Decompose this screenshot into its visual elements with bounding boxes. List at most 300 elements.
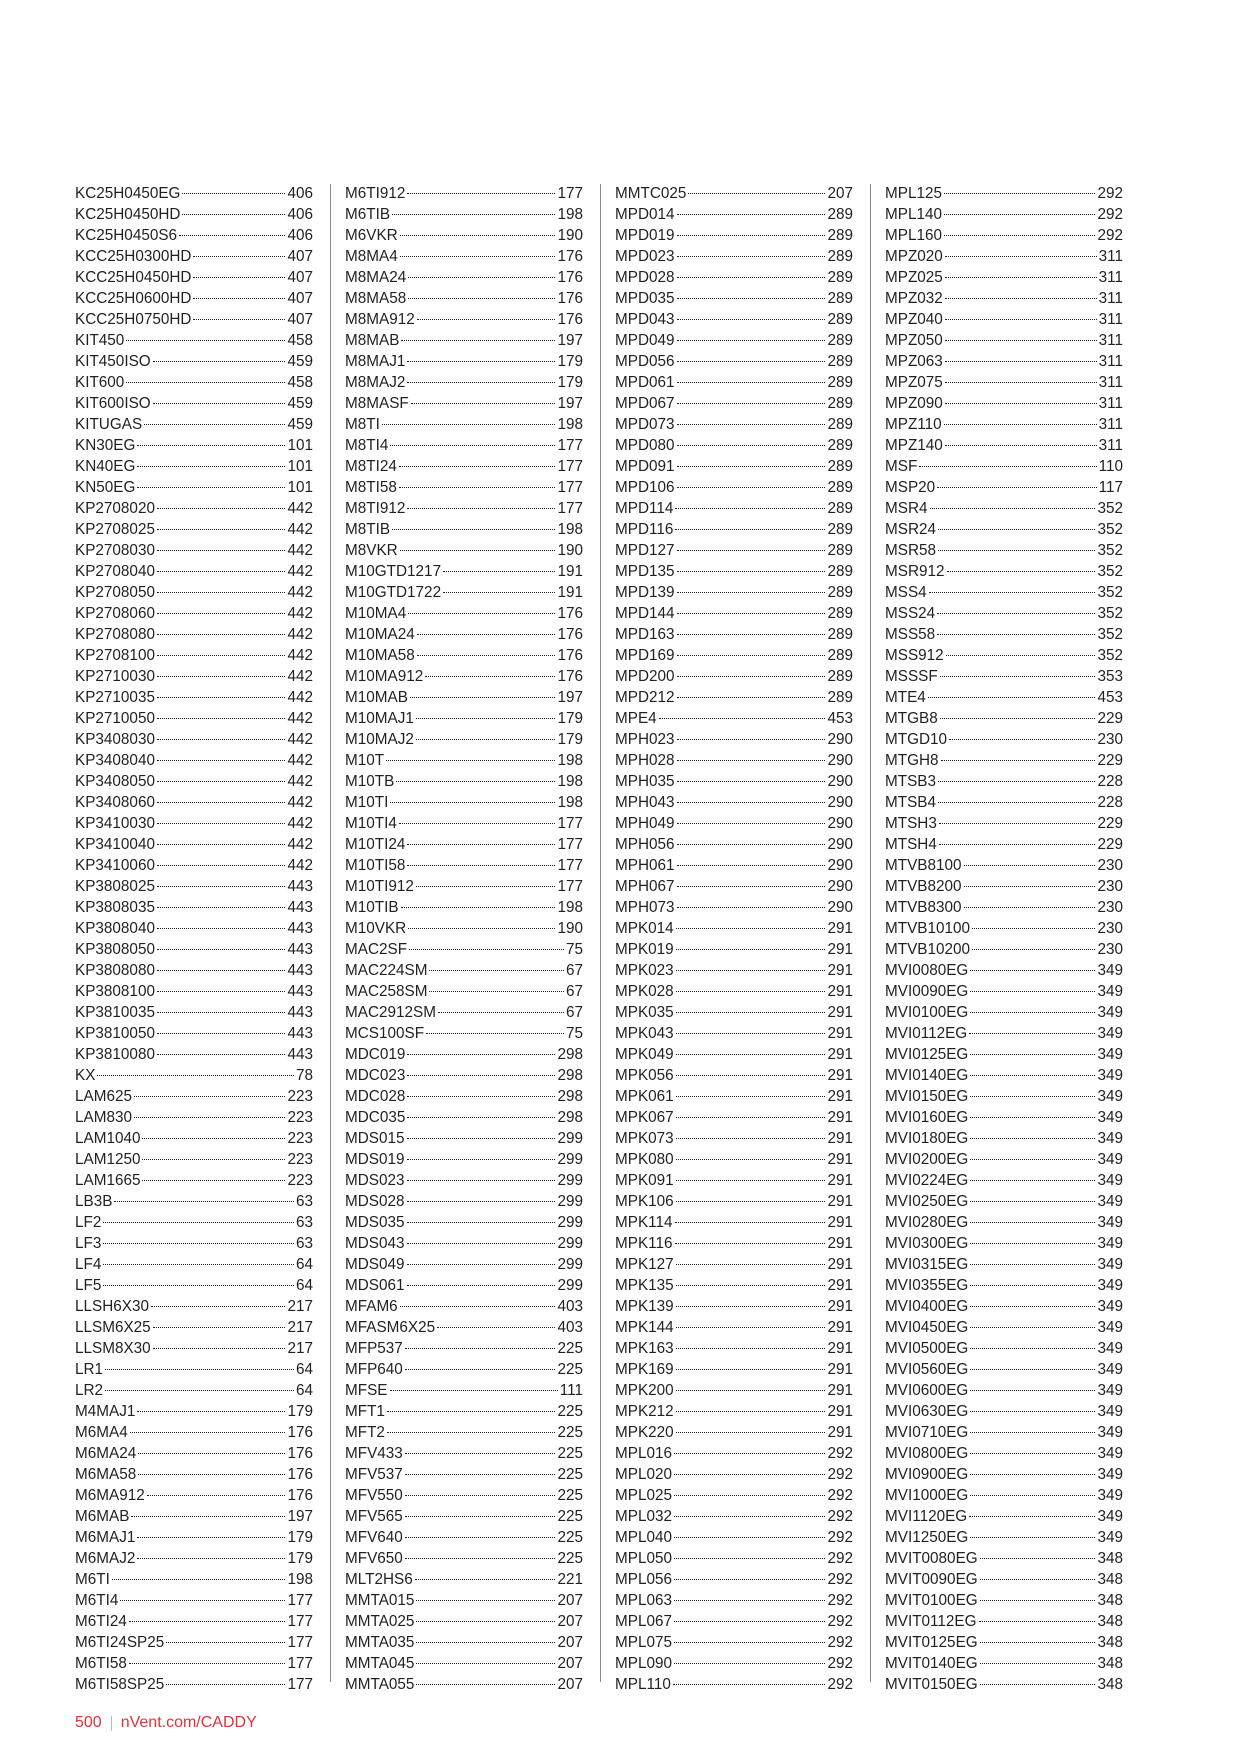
- dot-leader: [407, 1159, 556, 1160]
- index-entry: [885, 918, 1123, 939]
- page-reference: 177: [557, 500, 583, 517]
- page-reference: 442: [287, 773, 313, 790]
- index-entry: [75, 1170, 313, 1191]
- index-entry: [615, 1590, 853, 1611]
- index-column-4: [885, 183, 1123, 1693]
- index-entry: [885, 1128, 1123, 1149]
- page-reference: 349: [1097, 1424, 1123, 1441]
- dot-leader: [674, 1537, 825, 1538]
- dot-leader: [676, 1180, 826, 1181]
- page-reference: 289: [827, 458, 853, 475]
- dot-leader: [675, 508, 825, 509]
- part-number: M6TI58: [75, 1655, 127, 1672]
- page-reference: 291: [827, 1172, 853, 1189]
- dot-leader: [416, 718, 556, 719]
- dot-leader: [129, 1621, 286, 1622]
- index-entry: [885, 1422, 1123, 1443]
- part-number: KP3808050: [75, 941, 155, 958]
- index-entry: [75, 708, 313, 729]
- part-number: MDC035: [345, 1109, 406, 1126]
- index-entry: [75, 225, 313, 246]
- page-reference: 290: [827, 878, 853, 895]
- page-reference: 290: [827, 731, 853, 748]
- index-entry: [615, 582, 853, 603]
- page-reference: 207: [557, 1655, 583, 1672]
- page-reference: 442: [287, 605, 313, 622]
- dot-leader: [970, 1075, 1095, 1076]
- part-number: M8MA58: [345, 290, 407, 307]
- dot-leader: [677, 424, 826, 425]
- dot-leader: [120, 1600, 285, 1601]
- page-reference: 299: [557, 1172, 583, 1189]
- index-entry: [885, 1443, 1123, 1464]
- dot-leader: [407, 193, 555, 194]
- page-reference: 217: [287, 1340, 313, 1357]
- index-entry: [345, 771, 583, 792]
- part-number: M6VKR: [345, 227, 398, 244]
- page-reference: 289: [827, 416, 853, 433]
- page-reference: 225: [557, 1445, 583, 1462]
- index-entry: [75, 1548, 313, 1569]
- dot-leader: [405, 1348, 556, 1349]
- part-number: M6MA4: [75, 1424, 128, 1441]
- part-number: KCC25H0600HD: [75, 290, 192, 307]
- index-entry: [615, 855, 853, 876]
- part-number: MPK049: [615, 1046, 674, 1063]
- page-reference: 230: [1097, 731, 1123, 748]
- dot-leader: [193, 256, 285, 257]
- part-number: MPZ032: [885, 290, 943, 307]
- part-number: MPK212: [615, 1403, 674, 1420]
- part-number: M10TI912: [345, 878, 414, 895]
- dot-leader: [980, 1684, 1096, 1685]
- part-number: MPZ025: [885, 269, 943, 286]
- part-number: MAC2SF: [345, 941, 408, 958]
- index-entry: [75, 1254, 313, 1275]
- part-number: LR1: [75, 1361, 104, 1378]
- part-number: KN40EG: [75, 458, 136, 475]
- dot-leader: [407, 508, 555, 509]
- dot-leader: [157, 781, 286, 782]
- part-number: MPK114: [615, 1214, 673, 1231]
- dot-leader: [416, 1600, 555, 1601]
- footer-link[interactable]: nVent.com/CADDY: [120, 1714, 257, 1731]
- page-reference: 223: [287, 1151, 313, 1168]
- part-number: MPK106: [615, 1193, 674, 1210]
- index-entry: [75, 1149, 313, 1170]
- part-number: MLT2HS6: [345, 1571, 413, 1588]
- part-number: KIT600ISO: [75, 395, 151, 412]
- dot-leader: [157, 970, 286, 971]
- dot-leader: [674, 1516, 825, 1517]
- page-reference: 179: [557, 710, 583, 727]
- page-reference: 458: [287, 332, 313, 349]
- dot-leader: [676, 1348, 826, 1349]
- index-entry: [75, 1191, 313, 1212]
- dot-leader: [405, 1495, 556, 1496]
- page-reference: 442: [287, 542, 313, 559]
- dot-leader: [676, 1369, 826, 1370]
- index-entry: [75, 372, 313, 393]
- dot-leader: [677, 697, 826, 698]
- dot-leader: [97, 1075, 294, 1076]
- dot-leader: [407, 1285, 556, 1286]
- page-reference: 197: [287, 1508, 313, 1525]
- part-number: M8TI58: [345, 479, 397, 496]
- part-number: MPD056: [615, 353, 675, 370]
- index-entry: [75, 1338, 313, 1359]
- dot-leader: [416, 1621, 555, 1622]
- page-reference: 228: [1097, 773, 1123, 790]
- dot-leader: [400, 235, 556, 236]
- dot-leader: [945, 277, 1097, 278]
- page-reference: 311: [1098, 395, 1123, 412]
- index-entry: [615, 393, 853, 414]
- page-reference: 349: [1097, 1319, 1123, 1336]
- index-entry: [345, 1485, 583, 1506]
- page-reference: 349: [1097, 1403, 1123, 1420]
- index-entry: [615, 792, 853, 813]
- part-number: MDS061: [345, 1277, 405, 1294]
- page-reference: 291: [827, 1340, 853, 1357]
- dot-leader: [416, 1642, 555, 1643]
- part-number: MVI0800EG: [885, 1445, 969, 1462]
- index-entry: [885, 1023, 1123, 1044]
- part-number: MPK200: [615, 1382, 674, 1399]
- page-reference: 349: [1097, 1256, 1123, 1273]
- dot-leader: [676, 970, 826, 971]
- page-reference: 289: [827, 500, 853, 517]
- dot-leader: [675, 529, 825, 530]
- index-entry: [345, 477, 583, 498]
- page-reference: 407: [287, 248, 313, 265]
- index-entry: [615, 750, 853, 771]
- dot-leader: [674, 1621, 825, 1622]
- part-number: KC25H0450EG: [75, 185, 181, 202]
- index-entry: [885, 1275, 1123, 1296]
- index-entry: [345, 288, 583, 309]
- dot-leader: [130, 1432, 286, 1433]
- page-reference: 75: [565, 941, 583, 958]
- dot-leader: [417, 634, 556, 635]
- part-number: M6MAJ1: [75, 1529, 136, 1546]
- part-number: MPD067: [615, 395, 675, 412]
- page-reference: 349: [1097, 1487, 1123, 1504]
- dot-leader: [407, 1201, 556, 1202]
- index-entry: [885, 1170, 1123, 1191]
- index-entry: [615, 225, 853, 246]
- part-number: MFSE: [345, 1382, 388, 1399]
- page-reference: 225: [557, 1361, 583, 1378]
- part-number: MPL125: [885, 185, 942, 202]
- index-entry: [345, 960, 583, 981]
- index-column-3: [615, 183, 853, 1693]
- index-entry: [345, 1464, 583, 1485]
- dot-leader: [153, 1327, 286, 1328]
- dot-leader: [939, 844, 1096, 845]
- page-reference: 63: [295, 1235, 313, 1252]
- index-entry: [75, 1359, 313, 1380]
- dot-leader: [676, 1012, 826, 1013]
- dot-leader: [677, 361, 826, 362]
- index-entry: [345, 1653, 583, 1674]
- part-number: KIT450: [75, 332, 125, 349]
- index-entry: [345, 1170, 583, 1191]
- column-divider: [870, 184, 871, 1682]
- page-reference: 311: [1098, 248, 1123, 265]
- part-number: MPE4: [615, 710, 657, 727]
- page-reference: 176: [557, 668, 583, 685]
- page-reference: 225: [557, 1340, 583, 1357]
- page-reference: 230: [1097, 899, 1123, 916]
- page-reference: 198: [557, 794, 583, 811]
- index-entry: [615, 666, 853, 687]
- page-reference: 299: [557, 1235, 583, 1252]
- dot-leader: [408, 613, 555, 614]
- index-entry: [345, 1233, 583, 1254]
- page-reference: 291: [827, 1403, 853, 1420]
- dot-leader: [677, 907, 826, 908]
- page-reference: 290: [827, 752, 853, 769]
- index-entry: [345, 729, 583, 750]
- index-entry: [885, 1590, 1123, 1611]
- page-reference: 110: [1098, 458, 1123, 475]
- page-reference: 442: [287, 668, 313, 685]
- part-number: M8MA24: [345, 269, 407, 286]
- index-entry: [885, 330, 1123, 351]
- part-number: KP3808025: [75, 878, 155, 895]
- dot-leader: [674, 1474, 825, 1475]
- dot-leader: [945, 382, 1097, 383]
- page-reference: 198: [287, 1571, 313, 1588]
- index-entry: [345, 1632, 583, 1653]
- part-number: MSS58: [885, 626, 936, 643]
- index-entry: [345, 624, 583, 645]
- part-number: MPD073: [615, 416, 675, 433]
- page-reference: 179: [557, 353, 583, 370]
- index-entry: [615, 372, 853, 393]
- page-reference: 352: [1097, 500, 1123, 517]
- index-entry: [345, 1401, 583, 1422]
- part-number: KCC25H0750HD: [75, 311, 192, 328]
- index-entry: [345, 708, 583, 729]
- dot-leader: [659, 718, 826, 719]
- index-entry: [615, 1548, 853, 1569]
- page-reference: 406: [287, 227, 313, 244]
- index-entry: [615, 1632, 853, 1653]
- dot-leader: [157, 508, 286, 509]
- dot-leader: [399, 466, 556, 467]
- page-reference: 177: [557, 185, 583, 202]
- index-entry: [75, 1317, 313, 1338]
- part-number: MVI0150EG: [885, 1088, 969, 1105]
- part-number: LF5: [75, 1277, 102, 1294]
- part-number: M6MA24: [75, 1445, 137, 1462]
- part-number: MPK127: [615, 1256, 674, 1273]
- dot-leader: [677, 739, 826, 740]
- part-number: MMTA045: [345, 1655, 415, 1672]
- part-number: MPD019: [615, 227, 675, 244]
- dot-leader: [400, 550, 556, 551]
- page-reference: 64: [295, 1277, 313, 1294]
- dot-leader: [407, 1138, 556, 1139]
- index-entry: [615, 771, 853, 792]
- index-entry: [345, 1212, 583, 1233]
- index-entry: [615, 687, 853, 708]
- dot-leader: [407, 1117, 555, 1118]
- dot-leader: [153, 403, 286, 404]
- page-reference: 292: [827, 1655, 853, 1672]
- index-entry: [345, 1296, 583, 1317]
- index-entry: [885, 1569, 1123, 1590]
- page-reference: 229: [1097, 836, 1123, 853]
- dot-leader: [945, 298, 1097, 299]
- index-entry: [885, 792, 1123, 813]
- page-reference: 292: [827, 1487, 853, 1504]
- dot-leader: [392, 214, 555, 215]
- part-number: M10TI4: [345, 815, 397, 832]
- index-entry: [615, 1044, 853, 1065]
- part-number: MVI0200EG: [885, 1151, 969, 1168]
- part-number: LR2: [75, 1382, 104, 1399]
- part-number: M8MAJ1: [345, 353, 406, 370]
- index-entry: [75, 666, 313, 687]
- part-number: MPD049: [615, 332, 675, 349]
- page-reference: 348: [1097, 1592, 1123, 1609]
- part-number: MDS049: [345, 1256, 405, 1273]
- dot-leader: [386, 760, 555, 761]
- part-number: MVI0250EG: [885, 1193, 969, 1210]
- page-reference: 407: [287, 311, 313, 328]
- part-number: MVI0090EG: [885, 983, 969, 1000]
- dot-leader: [677, 781, 826, 782]
- index-entry: [75, 1527, 313, 1548]
- dot-leader: [676, 1264, 826, 1265]
- index-entry: [345, 1506, 583, 1527]
- index-entry: [75, 1422, 313, 1443]
- page-reference: 176: [557, 290, 583, 307]
- part-number: KP3808040: [75, 920, 155, 937]
- dot-leader: [382, 424, 556, 425]
- index-entry: [345, 1191, 583, 1212]
- page-reference: 442: [287, 857, 313, 874]
- dot-leader: [138, 1453, 285, 1454]
- part-number: MPK144: [615, 1319, 674, 1336]
- dot-leader: [407, 1180, 556, 1181]
- page-reference: 291: [827, 1067, 853, 1084]
- dot-leader: [399, 823, 556, 824]
- dot-leader: [407, 1243, 556, 1244]
- index-entry: [75, 960, 313, 981]
- index-entry: [75, 561, 313, 582]
- page-reference: 177: [287, 1634, 313, 1651]
- dot-leader: [677, 340, 826, 341]
- page-reference: 352: [1097, 626, 1123, 643]
- part-number: MPK220: [615, 1424, 674, 1441]
- index-entry: [345, 1254, 583, 1275]
- dot-leader: [157, 928, 286, 929]
- dot-leader: [407, 361, 555, 362]
- dot-leader: [147, 1495, 286, 1496]
- index-entry: [615, 960, 853, 981]
- dot-leader: [677, 823, 826, 824]
- part-number: MPL032: [615, 1508, 672, 1525]
- index-entry: [345, 981, 583, 1002]
- part-number: M8TIB: [345, 521, 391, 538]
- page-reference: 289: [827, 353, 853, 370]
- index-entry: [885, 1212, 1123, 1233]
- page-reference: 289: [827, 227, 853, 244]
- dot-leader: [114, 1201, 294, 1202]
- part-number: MFV650: [345, 1550, 403, 1567]
- index-entry: [885, 897, 1123, 918]
- dot-leader: [157, 739, 286, 740]
- index-entry: [885, 204, 1123, 225]
- dot-leader: [937, 634, 1095, 635]
- page-reference: 349: [1097, 1466, 1123, 1483]
- dot-leader: [970, 991, 1095, 992]
- part-number: MPD135: [615, 563, 675, 580]
- page-reference: 349: [1097, 1067, 1123, 1084]
- page-reference: 229: [1097, 752, 1123, 769]
- part-number: MPH043: [615, 794, 675, 811]
- part-number: KP2708050: [75, 584, 155, 601]
- page-reference: 443: [287, 1004, 313, 1021]
- page-reference: 291: [827, 1088, 853, 1105]
- part-number: M8MAB: [345, 332, 400, 349]
- part-number: M8VKR: [345, 542, 398, 559]
- part-number: M8MAJ2: [345, 374, 406, 391]
- index-entry: [615, 834, 853, 855]
- part-number: M10MA912: [345, 668, 424, 685]
- dot-leader: [970, 970, 1095, 971]
- index-entry: [75, 771, 313, 792]
- index-entry: [615, 1380, 853, 1401]
- part-number: MPD116: [615, 521, 674, 538]
- index-entry: [885, 1527, 1123, 1548]
- page-reference: 443: [287, 1025, 313, 1042]
- part-number: MPK061: [615, 1088, 674, 1105]
- dot-leader: [676, 1117, 826, 1118]
- page-reference: 225: [557, 1550, 583, 1567]
- index-entry: [75, 897, 313, 918]
- page-reference: 298: [557, 1046, 583, 1063]
- page-reference: 230: [1097, 920, 1123, 937]
- index-entry: [885, 351, 1123, 372]
- part-number: LF2: [75, 1214, 102, 1231]
- index-entry: [345, 1065, 583, 1086]
- index-entry: [75, 183, 313, 204]
- page-footer: [75, 1714, 257, 1732]
- part-number: MPH056: [615, 836, 675, 853]
- page-reference: 352: [1097, 521, 1123, 538]
- page-reference: 289: [827, 332, 853, 349]
- dot-leader: [157, 1012, 286, 1013]
- index-entry: [885, 561, 1123, 582]
- page-reference: 229: [1097, 815, 1123, 832]
- index-entry: [75, 498, 313, 519]
- dot-leader: [944, 193, 1095, 194]
- part-number: MPZ075: [885, 374, 943, 391]
- dot-leader: [405, 1516, 556, 1517]
- part-number: MDS035: [345, 1214, 405, 1231]
- page-reference: 311: [1098, 353, 1123, 370]
- page-reference: 291: [827, 983, 853, 1000]
- page-reference: 299: [557, 1151, 583, 1168]
- index-entry: [615, 1023, 853, 1044]
- part-number: MPD091: [615, 458, 675, 475]
- page-reference: 291: [827, 1298, 853, 1315]
